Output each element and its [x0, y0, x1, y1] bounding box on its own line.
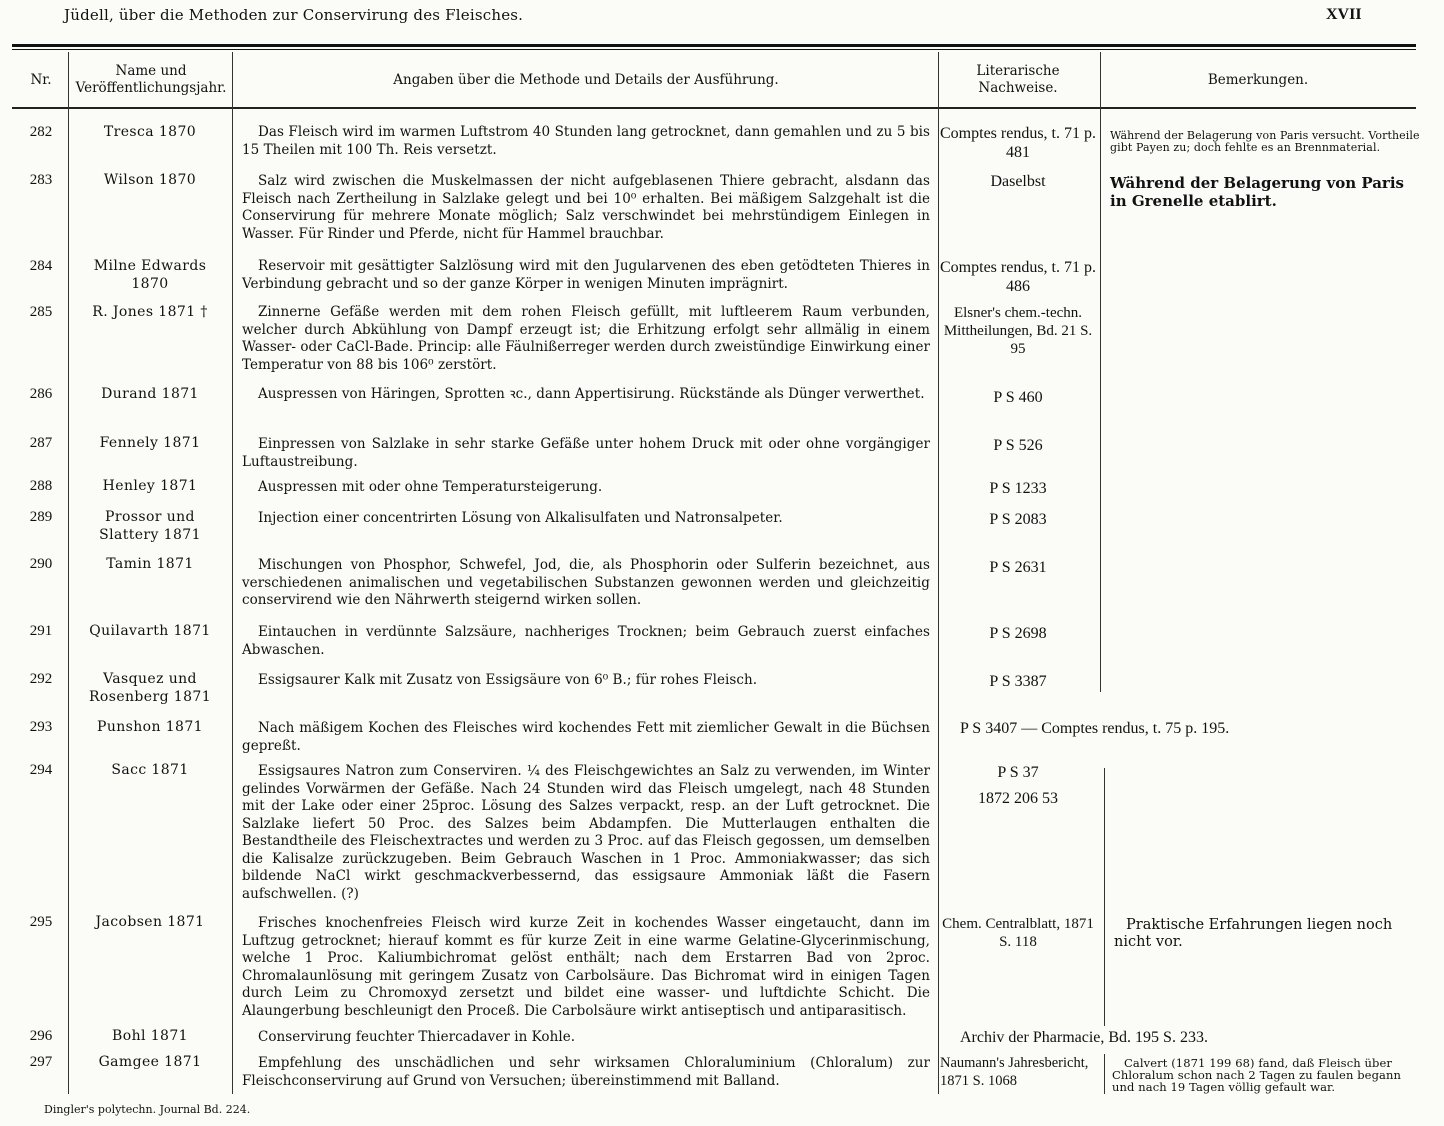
- row-number: 289: [29, 509, 53, 525]
- column-divider: [68, 52, 69, 1094]
- row-name: Gamgee 1871: [98, 1054, 202, 1070]
- row-literature: Chem. Centralblatt, 1871 S. 118: [942, 916, 1094, 950]
- row-description: Essigsaures Natron zum Conserviren. ¼ des Fleischgewichtes an Salz zu verwenden, im Winter gelindes Vorwärmen der Gefäße. Nach 24 Stunden wird das Fleisch umgelegt, nach 48 Stunden mit der Lake oder einer 25proc. Lösung des Salzes verpackt, resp. an der Luft getrocknet. Die Salzlake liefert 50 Proc. des Salzes beim Abdampfen. Die Mutterlaugen enthalten die Bestandtheile des Fleischextractes und werden zu 3 Proc. auf das Fleisch gegossen, um demselben die Kalisalze zurückzugeben. Beim Gebrauch Waschen in 1 Proc. Ammoniakwasser; das sich bildende NaCl wirkt geschmackverbessernd, das essigsaure Ammoniak läßt die Fasern aufschwellen. (?): [242, 763, 930, 902]
- row-description: Injection einer concentrirten Lösung von Alkalisulfaten und Natronsalpeter.: [258, 510, 783, 526]
- row-description: Empfehlung des unschädlichen und sehr wirksamen Chloraluminium (Chloralum) zur Fleischconservirung auf Grund von Versuchen; übereinstimmend mit Balland.: [242, 1055, 930, 1089]
- page-number: XVII: [1326, 6, 1362, 23]
- row-description: Einpressen von Salzlake in sehr starke Gefäße unter hohem Druck mit oder ohne vorgängiger Luftaustreibung.: [242, 436, 930, 470]
- row-name: Wilson 1870: [103, 172, 197, 188]
- row-literature-secondary: 1872 206 53: [978, 790, 1058, 807]
- header-nr: Nr.: [30, 71, 52, 88]
- row-literature: P S 3387: [989, 673, 1047, 690]
- row-number: 285: [29, 304, 53, 320]
- row-literature: P S 1233: [989, 480, 1047, 497]
- row-number: 293: [29, 719, 53, 735]
- header-remarks: Bemerkungen.: [1207, 71, 1309, 88]
- header-literature: Literarische Nachweise.: [976, 63, 1060, 96]
- running-head: Jüdell, über die Methoden zur Conservirung des Fleisches.: [64, 6, 524, 24]
- column-divider: [1104, 768, 1105, 1026]
- row-name: Tamin 1871: [106, 556, 194, 572]
- row-number: 282: [29, 124, 53, 140]
- row-literature: P S 2631: [989, 559, 1047, 576]
- row-description: Mischungen von Phosphor, Schwefel, Jod, die, als Phosphorin oder Sulferin bezeichnet, aus verschiedenen animalischen und vegetabilischen Substanzen gewonnen werden und gleichzeitig conservirend wie den Nährwerth steigernd wirken sollen.: [242, 557, 930, 608]
- row-literature: P S 3407 — Comptes rendus, t. 75 p. 195.: [960, 720, 1230, 737]
- row-remarks: Calvert (1871 199 68) fand, daß Fleisch über Chloralum schon nach 2 Tagen zu faulen begann und nach 19 Tagen völlig gefault war.: [1112, 1056, 1402, 1094]
- row-literature: P S 2083: [989, 511, 1047, 528]
- row-literature: Comptes rendus, t. 71 p. 481: [940, 125, 1096, 161]
- row-description: Reservoir mit gesättigter Salzlösung wird mit den Jugularvenen des eben getödteten Thieres in Verbindung gebracht und so der ganze Körper in wenigen Minuten imprägnirt.: [242, 258, 930, 292]
- row-name: Milne Edwards 1870: [93, 258, 207, 292]
- row-number: 290: [29, 556, 53, 572]
- row-description: Das Fleisch wird im warmen Luftstrom 40 Stunden lang getrocknet, dann gemahlen und zu 5 bis 15 Theilen mit 100 Th. Reis versetzt.: [242, 124, 930, 158]
- row-name: Prossor und Slattery 1871: [99, 509, 201, 543]
- row-description: Auspressen von Häringen, Sprotten ꝛc., dann Appertisirung. Rückstände als Dünger verwerthet.: [258, 386, 925, 402]
- top-rule-thick: [12, 44, 1416, 47]
- row-name: Bohl 1871: [112, 1028, 188, 1044]
- row-literature: Elsner's chem.-techn. Mittheilungen, Bd. 21 S. 95: [943, 305, 1093, 357]
- row-remarks: Während der Belagerung von Paris in Grenelle etablirt.: [1110, 174, 1404, 210]
- row-remarks: Praktische Erfahrungen liegen noch nicht vor.: [1114, 917, 1393, 950]
- column-divider: [938, 52, 939, 1094]
- header-rule: [12, 107, 1416, 109]
- row-description: Auspressen mit oder ohne Temperatursteigerung.: [258, 479, 603, 495]
- row-name: Fennely 1871: [99, 435, 201, 451]
- row-literature: P S 37: [997, 764, 1039, 781]
- row-name: Sacc 1871: [111, 762, 189, 778]
- row-number: 287: [29, 435, 53, 451]
- row-remarks: Während der Belagerung von Paris versucht. Vortheile gibt Payen zu; doch fehlte es an Brennmaterial.: [1110, 129, 1420, 154]
- row-name: Punshon 1871: [97, 719, 203, 735]
- row-literature: Comptes rendus, t. 71 p. 486: [940, 259, 1096, 295]
- footer-journal: Dingler's polytechn. Journal Bd. 224.: [44, 1103, 251, 1116]
- row-literature: Daselbst: [990, 173, 1046, 190]
- row-literature: Archiv der Pharmacie, Bd. 195 S. 233.: [960, 1029, 1208, 1046]
- row-number: 284: [29, 258, 53, 274]
- row-number: 297: [29, 1054, 53, 1070]
- row-name: Durand 1871: [101, 386, 199, 402]
- row-number: 296: [29, 1028, 53, 1044]
- row-name: Jacobsen 1871: [95, 914, 205, 930]
- row-number: 283: [29, 172, 53, 188]
- row-number: 295: [29, 914, 53, 930]
- row-literature: P S 460: [993, 389, 1043, 406]
- row-description: Salz wird zwischen die Muskelmassen der nicht aufgeblasenen Thiere gebracht, alsdann das Fleisch nach Zertheilung in Salzlake gelegt und bei 10⁰ erhalten. Bei mäßigem Salzgehalt ist die Conservirung für mehrere Monate möglich; Salz verschwindet bei mehrstündigem Einlegen in Wasser. Für Rinder und Pferde, nicht für Hammel brauchbar.: [242, 173, 930, 242]
- row-number: 286: [29, 386, 53, 402]
- column-divider: [1100, 52, 1101, 692]
- row-number: 288: [29, 478, 53, 494]
- row-name: Tresca 1870: [103, 124, 197, 140]
- row-description: Zinnerne Gefäße werden mit dem rohen Fleisch gefüllt, mit luftleerem Raum verbunden, welcher durch Abkühlung von Dampf erzeugt ist; die Erhitzung erfolgt sehr allmälig in einem Wasser- oder CaCl-Bade. Princip: alle Fäulnißerreger werden durch zweistündige Einwirkung einer Temperatur von 88 bis 106⁰ zerstört.: [242, 304, 930, 373]
- row-description: Frisches knochenfreies Fleisch wird kurze Zeit in kochendes Wasser eingetaucht, dann im Luftzug getrocknet; hierauf kommt es für kurze Zeit in eine warme Gelatine-Glycerinmischung, welche 1 Proc. Kaliumbichromat gelöst enthält; nach dem Erstarren Bad von 2proc. Chromalaunlösung mit geringem Zusatz von Carbolsäure. Das Bichromat wird in einigen Tagen durch Leim zu Chromoxyd zersetzt und bildet eine wasser- und luftdichte Schicht. Die Alaungerbung beschleunigt den Proceß. Die Carbolsäure wirkt antiseptisch und antiparasitisch.: [242, 915, 930, 1019]
- row-literature: P S 2698: [989, 625, 1047, 642]
- row-literature: Naumann's Jahresbericht, 1871 S. 1068: [940, 1055, 1089, 1089]
- row-description: Eintauchen in verdünnte Salzsäure, nachheriges Trocknen; beim Gebrauch zuerst einfaches Abwaschen.: [242, 624, 930, 658]
- row-name: Quilavarth 1871: [89, 623, 211, 639]
- row-name: R. Jones 1871 †: [92, 304, 208, 320]
- row-number: 292: [29, 671, 53, 687]
- column-divider: [232, 52, 233, 1094]
- row-number: 291: [29, 623, 53, 639]
- top-rule-thin: [12, 49, 1416, 50]
- header-name: Name und Veröffentlichungsjahr.: [75, 63, 227, 96]
- row-name: Vasquez und Rosenberg 1871: [88, 671, 212, 705]
- row-literature: P S 526: [993, 437, 1043, 454]
- row-name: Henley 1871: [102, 478, 198, 494]
- row-description: Nach mäßigem Kochen des Fleisches wird kochendes Fett mit ziemlicher Gewalt in die Büchsen gepreßt.: [242, 720, 930, 754]
- row-description: Essigsaurer Kalk mit Zusatz von Essigsäure von 6⁰ B.; für rohes Fleisch.: [258, 672, 758, 688]
- column-divider: [1104, 1054, 1105, 1094]
- header-description: Angaben über die Methode und Details der Ausführung.: [393, 71, 779, 88]
- row-number: 294: [29, 762, 53, 778]
- row-description: Conservirung feuchter Thiercadaver in Kohle.: [258, 1029, 576, 1045]
